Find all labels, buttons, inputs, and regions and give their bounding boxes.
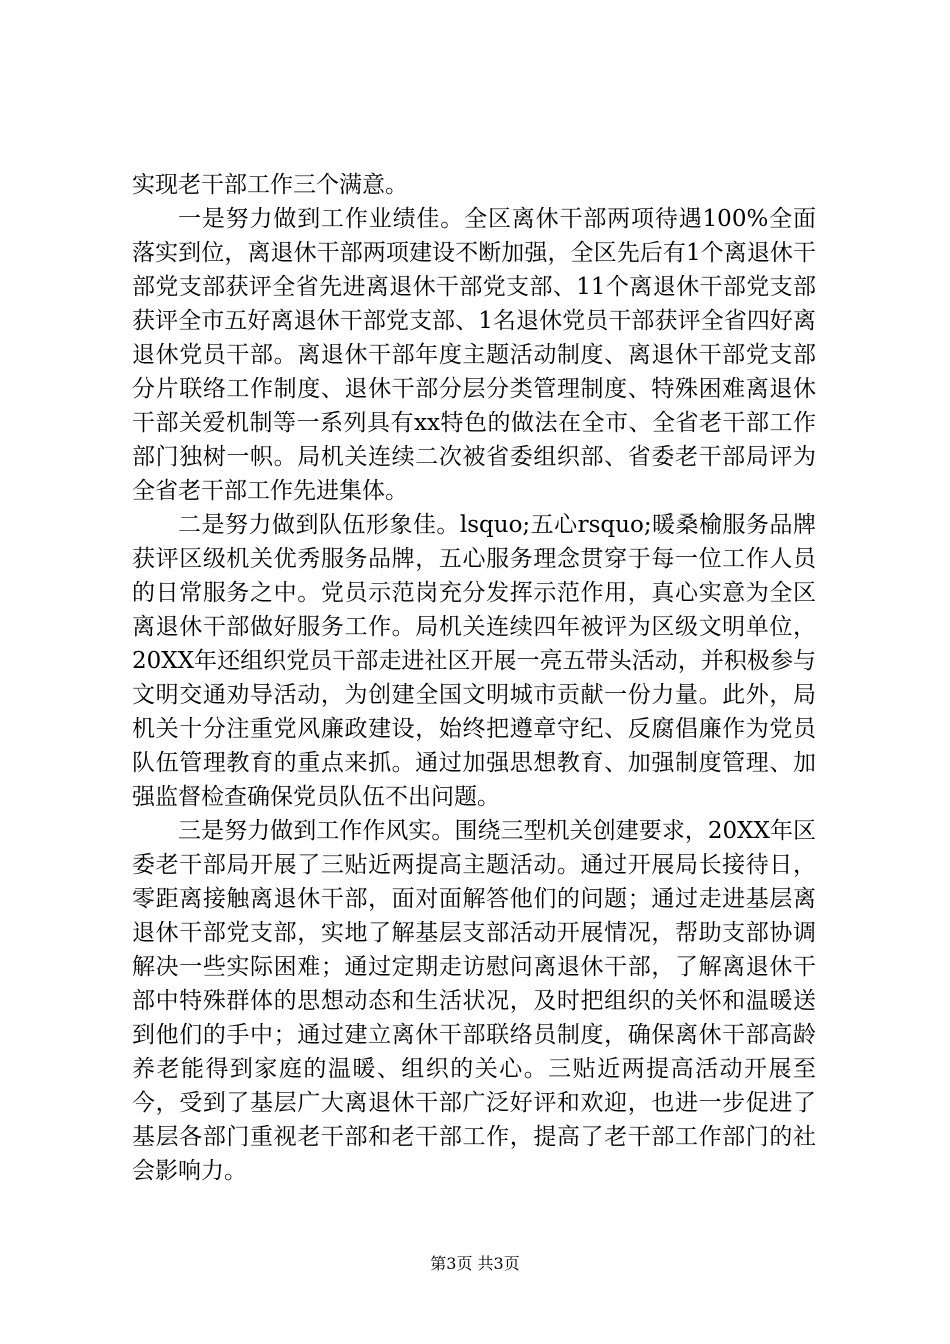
paragraph-continuation: 实现老干部工作三个满意。 [132,172,408,198]
paragraph-team-image: 二是努力做到队伍形象佳。lsquo;五心rsquo;暖桑榆服务品牌获评区级机关优秀服务品牌，五心服务理念贯穿于每一位工作人员的日常服务之中。党员示范岗充分发挥示范作用，真心实意为全区离退休干部做好服务工作。局机关连续四年被评为区级文明单位，20XX年还组织党员干部走进社区开展一亮五带头活动，并积极参与文明交通劝导活动，为创建全国文明城市贡献一份力量。此外，局机关十分注重党风廉政建设，始终把遵章守纪、反腐倡廉作为党员队伍管理教育的重点来抓。通过加强思想教育、加强制度管理、加强监督检查确保党员队伍不出问题。 [132,512,816,810]
paragraph-work-style: 三是努力做到工作作风实。围绕三型机关创建要求，20XX年区委老干部局开展了三贴近两提高主题活动。通过开展局长接待日，零距离接触离退休干部，面对面解答他们的问题；通过走进基层离退休干部党支部，实地了解基层支部活动开展情况，帮助支部协调解决一些实际困难；通过定期走访慰问离退休干部，了解离退休干部中特殊群体的思想动态和生活状况，及时把组织的关怀和温暖送到他们的手中；通过建立离休干部联络员制度，确保离休干部高龄养老能得到家庭的温暖、组织的关心。三贴近两提高活动开展至今，受到了基层广大离退休干部广泛好评和欢迎，也进一步促进了基层各部门重视老干部和老干部工作，提高了老干部工作部门的社会影响力。 [132,818,816,1184]
page-number-footer: 第3页 共3页 [430,1254,520,1273]
document-body [132,168,816,1188]
paragraph-work-performance: 一是努力做到工作业绩佳。全区离休干部两项待遇100%全面落实到位，离退休干部两项建设不断加强，全区先后有1个离退休干部党支部获评全省先进离退休干部党支部、11个离退休干部党支部获评全市五好离退休干部党支部、1名退休党员干部获评全省四好离退休党员干部。离退休干部年度主题活动制度、离退休干部党支部分片联络工作制度、退休干部分层分类管理制度、特殊困难离退休干部关爱机制等一系列具有xx特色的做法在全市、全省老干部工作部门独树一帜。局机关连续二次被省委组织部、省委老干部局评为全省老干部工作先进集体。 [132,206,816,504]
